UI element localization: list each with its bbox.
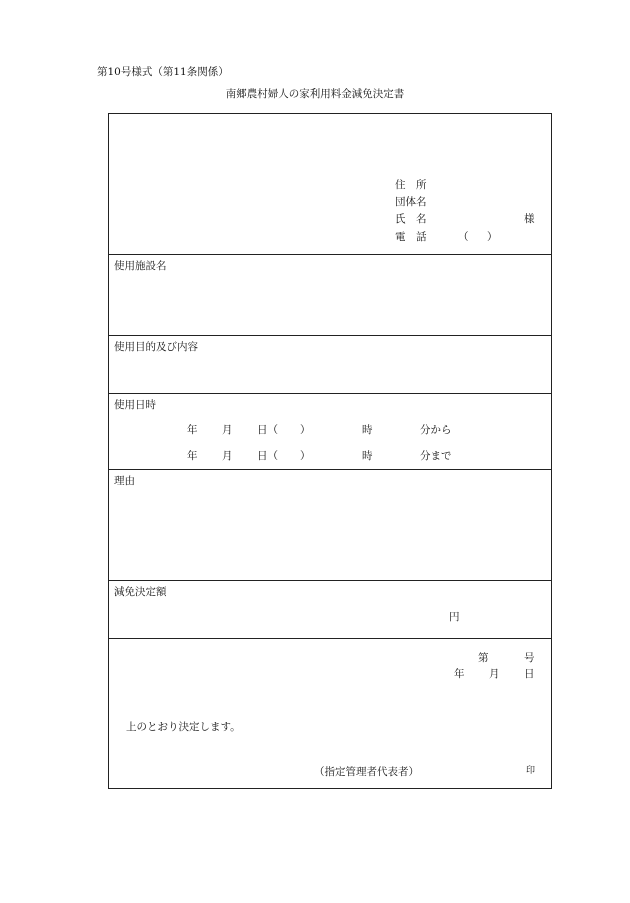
- purpose-label: 使用目的及び内容: [114, 341, 198, 353]
- decision-year-label: 年: [454, 668, 465, 680]
- number-dai-label: 第: [478, 652, 489, 664]
- row-divider: [108, 393, 552, 394]
- phone-paren-open: （: [458, 231, 469, 243]
- document-title: 南郷農村婦人の家利用料金減免決定書: [225, 88, 405, 100]
- start-hour-label: 時: [362, 424, 373, 436]
- row-divider: [108, 580, 552, 581]
- decision-statement: 上のとおり決定します。: [126, 721, 241, 733]
- address-label: 住 所: [395, 179, 427, 191]
- datetime-label: 使用日時: [114, 399, 156, 411]
- phone-paren-close: ）: [487, 231, 498, 243]
- form-table: [108, 113, 552, 789]
- honorific-sama: 様: [524, 213, 535, 225]
- start-weekday-close: ）: [300, 424, 311, 436]
- group-name-label: 団体名: [395, 196, 427, 208]
- form-number-label: 第10号様式（第11条関係）: [97, 66, 229, 78]
- start-year-label: 年: [187, 424, 198, 436]
- phone-label: 電 話: [395, 231, 427, 243]
- start-month-label: 月: [222, 424, 233, 436]
- start-day-label: 日（: [257, 424, 278, 436]
- end-hour-label: 時: [362, 450, 373, 462]
- facility-label: 使用施設名: [114, 260, 167, 272]
- end-day-label: 日（: [257, 450, 278, 462]
- amount-label: 減免決定額: [114, 586, 167, 598]
- start-minute-from: 分から: [420, 424, 452, 436]
- seal-mark: 印: [526, 766, 536, 776]
- reason-label: 理由: [114, 475, 135, 487]
- decision-month-label: 月: [489, 668, 500, 680]
- decision-day-label: 日: [524, 668, 535, 680]
- row-divider: [108, 254, 552, 255]
- end-minute-until: 分まで: [420, 450, 452, 462]
- manager-label: （指定管理者代表者）: [314, 766, 419, 778]
- end-month-label: 月: [222, 450, 233, 462]
- row-divider: [108, 638, 552, 639]
- yen-label: 円: [449, 611, 460, 623]
- end-year-label: 年: [187, 450, 198, 462]
- row-divider: [108, 335, 552, 336]
- row-divider: [108, 469, 552, 470]
- number-gou-label: 号: [524, 652, 535, 664]
- end-weekday-close: ）: [300, 450, 311, 462]
- name-label: 氏 名: [395, 213, 427, 225]
